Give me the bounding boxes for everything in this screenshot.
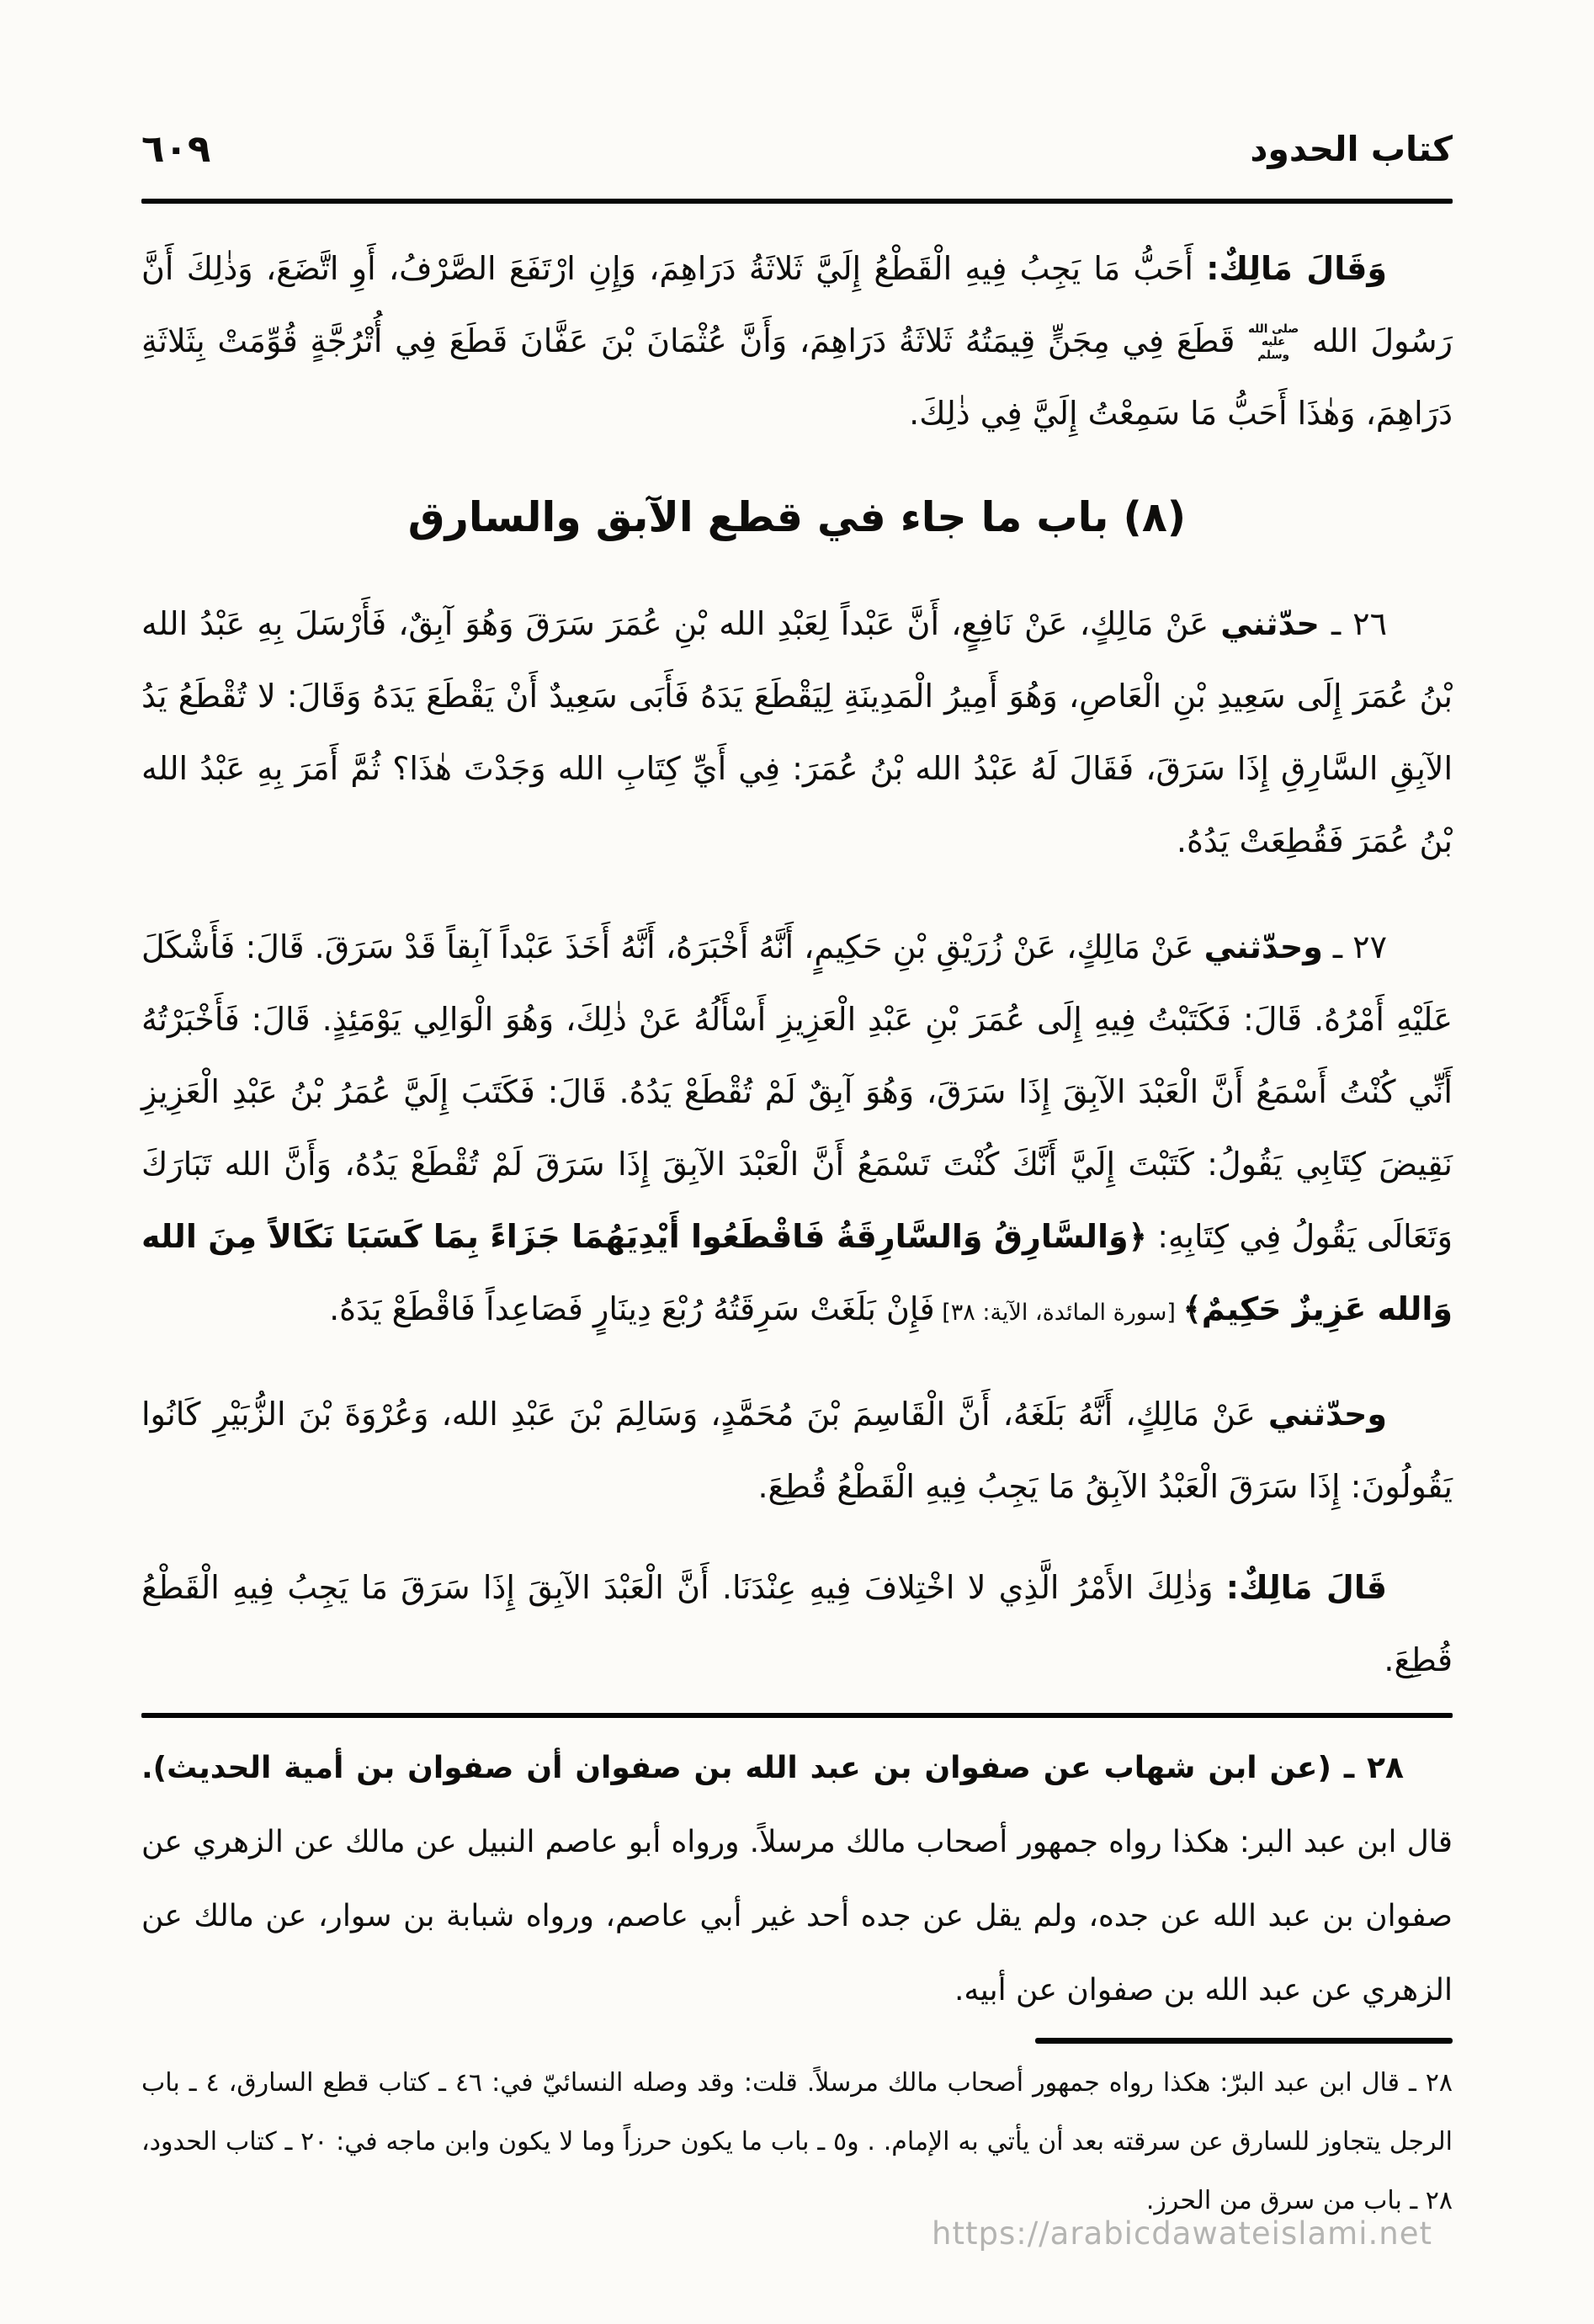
hadith-26-text: عَنْ مَالِكٍ، عَنْ نَافِعٍ، أَنَّ عَبْداً لِعَبْدِ الله بْنِ عُمَرَ سَرَقَ وَهُوَ آبِقٌ، فَأَرْسَلَ بِهِ عَبْدُ الله بْنُ عُمَرَ إِلَى سَعِيدِ بْنِ الْعَاصِ، وَهُوَ أَمِيرُ الْمَدِينَةِ لِيَقْطَعَ يَدَهُ فَأَبَى سَعِيدٌ أَنْ يَقْطَعَ يَدَهُ وَقَالَ: لا تُقْطَعُ يَدُ الآبِقِ السَّارِقِ إِذَا سَرَقَ، فَقَالَ لَهُ عَبْدُ الله بْنُ عُمَرَ: فِي أَيِّ كِتَابِ الله وَجَدْتَ هٰذَا؟ ثُمَّ أَمَرَ بِهِ عَبْدُ الله بْنُ عُمَرَ فَقُطِعَتْ يَدُهُ.	[141, 605, 1453, 859]
commentary-28-lemma: ٢٨ ـ (عن ابن شهاب عن صفوان بن عبد الله بن صفوان أن صفوان بن أمية الحديث).	[141, 1751, 1404, 1785]
hadith-27-text: عَنْ مَالِكٍ، عَنْ زُرَيْقِ بْنِ حَكِيمٍ، أَنَّهُ أَخْبَرَهُ، أَنَّهُ أَخَذَ عَبْداً آبِقاً قَدْ سَرَقَ. قَالَ: فَأَشْكَلَ عَلَيْهِ أَمْرُهُ. قَالَ: فَكَتَبْتُ فِيهِ إِلَى عُمَرَ بْنِ عَبْدِ الْعَزِيزِ أَسْأَلُهُ عَنْ ذٰلِكَ، وَهُوَ الْوَالِي يَوْمَئِذٍ. قَالَ: فَأَخْبَرْتُهُ أَنِّي كُنْتُ أَسْمَعُ أَنَّ الْعَبْدَ الآبِقَ إِذَا سَرَقَ، وَهُوَ آبِقٌ لَمْ تُقْطَعْ يَدُهُ. قَالَ: فَكَتَبَ إِلَيَّ عُمَرُ بْنُ عَبْدِ الْعَزِيزِ نَقِيضَ كِتَابِي يَقُولُ: كَتَبْتَ إِلَيَّ أَنَّكَ كُنْتَ تَسْمَعُ أَنَّ الْعَبْدَ الآبِقَ إِذَا سَرَقَ لَمْ تُقْطَعْ يَدُهُ، وَأَنَّ الله تَبَارَكَ وَتَعَالَى يَقُولُ فِي كِتَابِهِ:	[141, 928, 1453, 1255]
commentary-28-text: قال ابن عبد البر: هكذا رواه جمهور أصحاب مالك مرسلاً. ورواه أبو عاصم النبيل عن مالك عن الزهري عن صفوان بن عبد الله عن جده، ولم يقل عن جده أحد غير أبي عاصم، ورواه شبابة بن سوار، عن مالك عن الزهري عن عبد الله بن صفوان عن أبيه.	[141, 1825, 1453, 2008]
footnote-28: ٢٨ ـ قال ابن عبد البرّ: هكذا رواه جمهور أصحاب مالك مرسلاً. قلت: وقد وصله النسائيّ في: ٤٦ ـ كتاب قطع السارق، ٤ ـ باب الرجل يتجاوز للسارق عن سرقته بعد أن يأتي به الإمام. . و٥ ـ باب ما يكون حرزاً وما لا يكون وابن ماجه في: ٢٠ ـ كتاب الحدود، ٢٨ ـ باب من سرق من الحرز.	[141, 2068, 1453, 2215]
malik-ruling-label: قَالَ مَالِكٌ:	[1225, 1569, 1388, 1606]
footnote-divider	[1035, 2038, 1453, 2044]
hadith-26-number: ٢٦ ـ	[1319, 605, 1387, 642]
commentary-section	[141, 1731, 1453, 2028]
quran-verse: ﴿وَالسَّارِقُ وَالسَّارِقَةُ فَاقْطَعُوا أَيْدِيَهُمَا جَزَاءً بِمَا كَسَبَا نَكَالاً مِنَ الله وَالله عَزِيزٌ حَكِيمٌ﴾	[141, 1218, 1453, 1327]
page-number: ٦٠٩	[141, 126, 211, 171]
header-rule	[141, 199, 1453, 204]
page-body	[141, 232, 1453, 1696]
salawat-mark: صلى الله عليه وسلم	[1247, 322, 1299, 362]
watermark-url: https://arabicdawateislami.net	[932, 2215, 1432, 2252]
commentary-28	[141, 1731, 1453, 2028]
hadith-27-tail: فَإِنْ بَلَغَتْ سَرِقَتُهُ رُبْعَ دِينَارٍ فَصَاعِداً فَاقْطَعْ يَدَهُ.	[329, 1290, 935, 1327]
hadith-27-number: ٢٧ ـ	[1322, 928, 1387, 965]
verse-reference: [سورة المائدة، الآية: ٣٨]	[934, 1300, 1183, 1326]
page-header	[141, 0, 1453, 173]
footnotes-section	[141, 2054, 1453, 2231]
paragraph-malik-ruling	[141, 1551, 1453, 1696]
malik-opinion-text-1: أَحَبُّ مَا يَجِبُ فِيهِ الْقَطْعُ إِلَيَّ ثَلاثَةُ دَرَاهِمَ، وَإِنِ ارْتَفَعَ الصَّرْفُ، أَوِ اتَّضَعَ، وَذٰلِكَ أَنَّ رَسُولَ الله	[141, 250, 1453, 359]
balagh-opening: وحدّثني	[1267, 1396, 1387, 1433]
hadith-27-opening: وحدّثني	[1203, 928, 1323, 965]
hadith-balagh	[141, 1378, 1453, 1523]
malik-ruling-text: وَذٰلِكَ الأَمْرُ الَّذِي لا اخْتِلافَ فِيهِ عِنْدَنَا. أَنَّ الْعَبْدَ الآبِقَ إِذَا سَرَقَ مَا يَجِبُ فِيهِ الْقَطْعُ قُطِعَ.	[141, 1569, 1453, 1678]
commentary-divider	[141, 1713, 1453, 1718]
book-title: كتاب الحدود	[1250, 129, 1453, 169]
balagh-text: عَنْ مَالِكٍ، أَنَّهُ بَلَغَهُ، أَنَّ الْقَاسِمَ بْنَ مُحَمَّدٍ، وَسَالِمَ بْنَ عَبْدِ الله، وَعُرْوَةَ بْنَ الزُّبَيْرِ كَانُوا يَقُولُونَ: إِذَا سَرَقَ الْعَبْدُ الآبِقُ مَا يَجِبُ فِيهِ الْقَطْعُ قُطِعَ.	[141, 1396, 1453, 1505]
malik-opinion-text-2: قَطَعَ فِي مِجَنٍّ قِيمَتُهُ ثَلاثَةُ دَرَاهِمَ، وَأَنَّ عُثْمَانَ بْنَ عَفَّانَ قَطَعَ فِي أُتْرُجَّةٍ قُوِّمَتْ بِثَلاثَةِ دَرَاهِمَ، وَهٰذَا أَحَبُّ مَا سَمِعْتُ إِلَيَّ فِي ذٰلِكَ.	[141, 322, 1453, 432]
hadith-27	[141, 911, 1453, 1349]
hadith-26-opening: حدّثني	[1220, 605, 1320, 642]
speaker-label-malik: وَقَالَ مَالِكٌ:	[1206, 250, 1387, 287]
chapter-heading: (٨) باب ما جاء في قطع الآبق والسارق	[407, 493, 1187, 541]
paragraph-malik-opinion	[141, 232, 1453, 449]
hadith-26	[141, 588, 1453, 877]
